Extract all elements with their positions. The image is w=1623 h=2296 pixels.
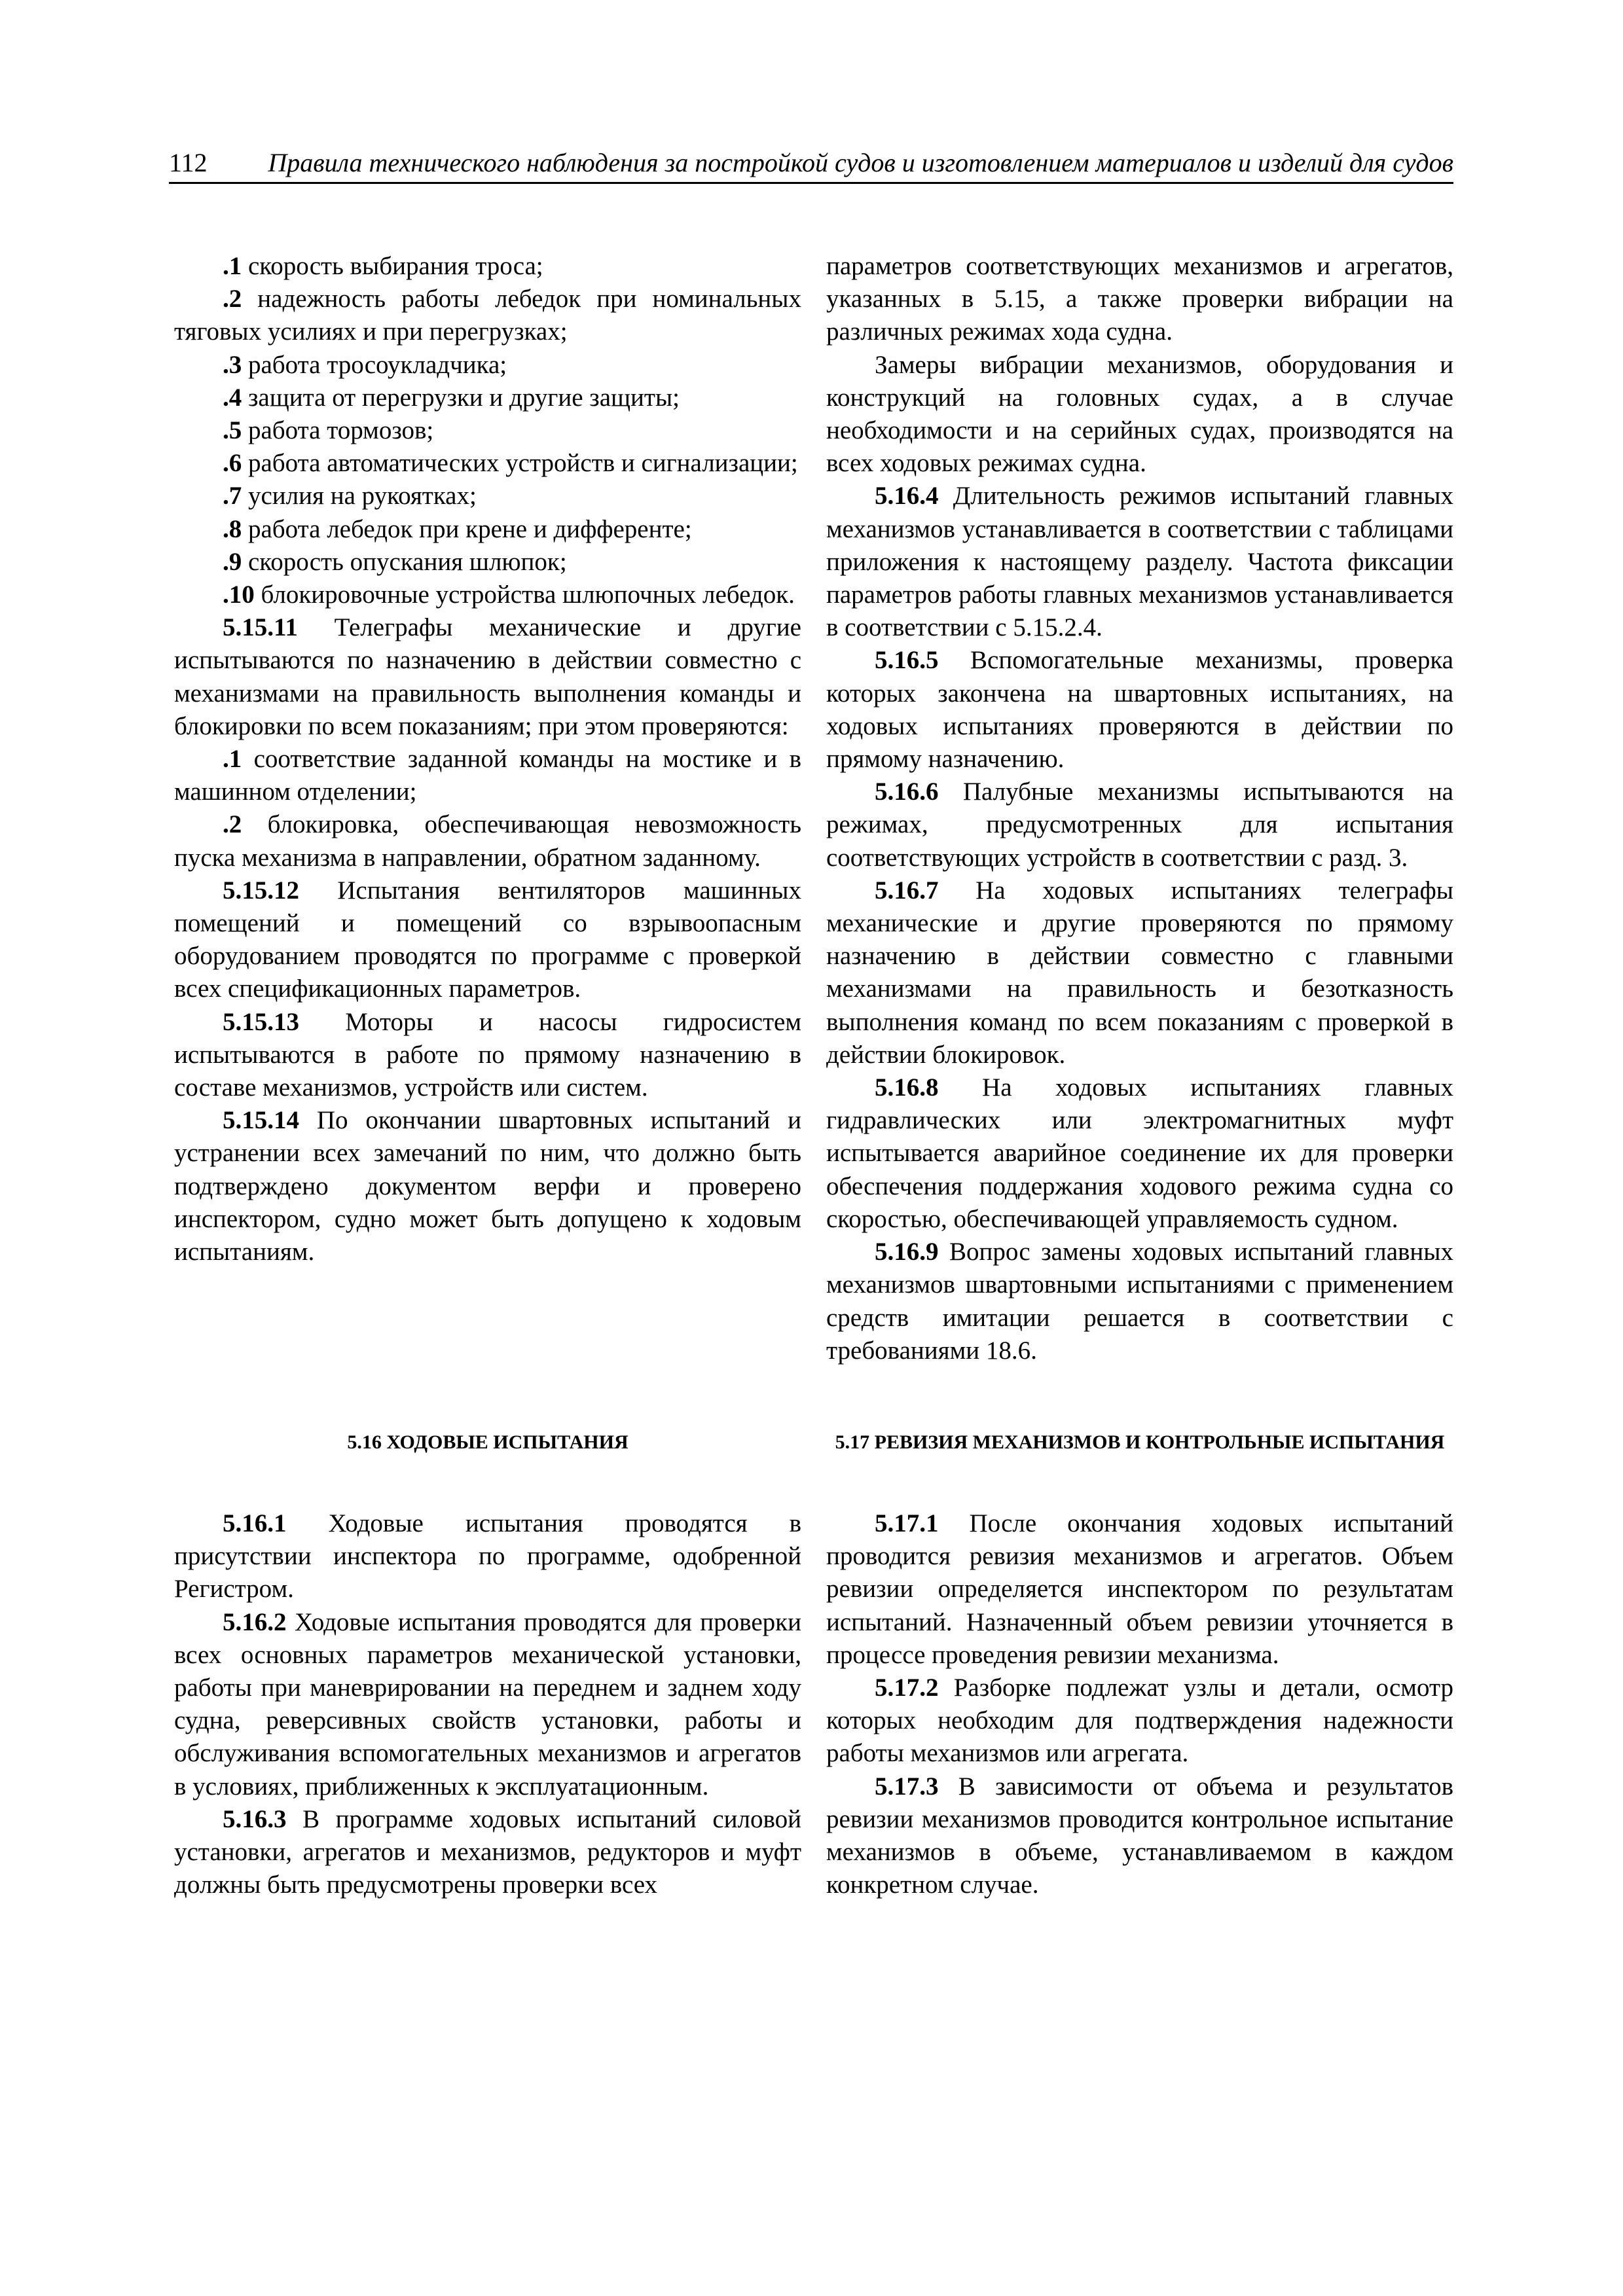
paragraph-text: После окончания ходовых испытаний проводится ревизия механизмов и агрегатов. Объем ревизии определяется инспектором по результатам испытаний. Назначенный объем ревизии уточняется в процессе проведения ревизии механизма. bbox=[826, 1509, 1453, 1669]
paragraph bbox=[826, 776, 1453, 874]
paragraph-text: Длительность режимов испытаний главных механизмов устанавливается в соответствии с таблицами приложения к настоящему разделу. Частота фиксации параметров работы главных механизмов устанавливается в соответствии с 5.15.2.4. bbox=[826, 482, 1453, 642]
paragraph-text: скорость опускания шлюпок; bbox=[242, 547, 567, 576]
paragraph bbox=[174, 546, 801, 579]
clause-number: 5.15.14 bbox=[223, 1106, 299, 1135]
clause-number: .6 bbox=[223, 449, 242, 478]
section-heading-5-16: 5.16 ХОДОВЫЕ ИСПЫТАНИЯ bbox=[347, 1431, 629, 1453]
paragraph-text: параметров соответствующих механизмов и агрегатов, указанных в 5.15, а также проверки вибрации на различных режимах хода судна. bbox=[826, 252, 1453, 346]
paragraph-text: соответствие заданной команды на мостике и в машинном отделении; bbox=[174, 745, 801, 806]
paragraph-text: защита от перегрузки и другие защиты; bbox=[242, 383, 680, 412]
paragraph-text: На ходовых испытаниях телеграфы механические и другие проверяются по прямому назначению в действии совместно с главными механизмами на правильность и безотказность выполнения команд по всем показаниям с проверкой в действии блокировок. bbox=[826, 876, 1453, 1069]
paragraph-text: усилия на рукоятках; bbox=[242, 482, 477, 511]
paragraph bbox=[174, 1006, 801, 1105]
paragraph bbox=[174, 480, 801, 512]
paragraph bbox=[826, 874, 1453, 1071]
paragraph bbox=[174, 513, 801, 546]
paragraph bbox=[174, 1606, 801, 1803]
paragraph bbox=[174, 1507, 801, 1606]
paragraph-text: Палубные механизмы испытываются на режимах, предусмотренных для испытания соответствующих устройств в соответствии с разд. 3. bbox=[826, 778, 1453, 872]
paragraph-text: На ходовых испытаниях главных гидравлических или электромагнитных муфт испытывается аварийное соединение их для проверки обеспечения поддержания ходового режима судна со скоростью, обеспечивающей управляемость судном. bbox=[826, 1073, 1453, 1233]
paragraph-text: Замеры вибрации механизмов, оборудования и конструкций на головных судах, а в случае необходимости и на серийных судах, производятся на всех ходовых режимах судна. bbox=[826, 350, 1453, 478]
paragraph-text: В зависимости от объема и результатов ревизии механизмов проводится контрольное испытание механизмов в объеме, устанавливаемом в каждом конкретном случае. bbox=[826, 1772, 1453, 1899]
paragraph-text: блокировка, обеспечивающая невозможность пуска механизма в направлении, обратном заданному. bbox=[174, 810, 801, 872]
page-number: 112 bbox=[169, 148, 208, 177]
clause-number: .8 bbox=[223, 514, 242, 543]
clause-number: .3 bbox=[223, 350, 242, 379]
column-left-bottom bbox=[174, 1507, 801, 1901]
clause-number: .10 bbox=[223, 581, 255, 609]
paragraph-text: Ходовые испытания проводятся в присутствии инспектора по программе, одобренной Регистром. bbox=[174, 1509, 801, 1604]
clause-number: .2 bbox=[223, 285, 242, 314]
clause-number: 5.16.3 bbox=[223, 1804, 287, 1833]
paragraph-text: работа тормозов; bbox=[242, 416, 434, 445]
clause-number: .7 bbox=[223, 482, 242, 511]
paragraph-text: скорость выбирания троса; bbox=[242, 252, 543, 280]
paragraph-text: блокировочные устройства шлюпочных лебедок. bbox=[254, 581, 795, 609]
paragraph bbox=[174, 1104, 801, 1268]
clause-number: 5.16.2 bbox=[223, 1607, 287, 1636]
paragraph-text: надежность работы лебедок при номинальных тяговых усилиях и при перегрузках; bbox=[174, 285, 801, 346]
clause-number: .4 bbox=[223, 383, 242, 412]
paragraph bbox=[174, 743, 801, 808]
paragraph bbox=[174, 382, 801, 414]
page-header bbox=[169, 143, 1453, 184]
paragraph bbox=[826, 1770, 1453, 1902]
paragraph bbox=[826, 1672, 1453, 1770]
clause-number: .1 bbox=[223, 252, 242, 280]
paragraph bbox=[174, 349, 801, 382]
paragraph-text: Ходовые испытания проводятся для проверки всех основных параметров механической установки, работы при маневрировании на переднем и заднем ходу судна, реверсивных свойств установки, работы и обслуживания вспомогательных механизмов и агрегатов в условиях, приближенных к эксплуатационным. bbox=[174, 1607, 801, 1801]
paragraph-text: Испытания вентиляторов машинных помещений и помещений со взрывоопасным оборудованием проводятся по программе с проверкой всех спецификационных параметров. bbox=[174, 876, 801, 1003]
paragraph bbox=[174, 414, 801, 447]
paragraph-text: В программе ходовых испытаний силовой установки, агрегатов и механизмов, редукторов и муфт должны быть предусмотрены проверки всех bbox=[174, 1804, 801, 1899]
clause-number: 5.16.8 bbox=[875, 1073, 939, 1102]
paragraph-text: работа тросоукладчика; bbox=[242, 350, 507, 379]
paragraph-text: Вопрос замены ходовых испытаний главных механизмов швартовными испытаниями с применением средств имитации решается в соответствии с требованиями 18.6. bbox=[826, 1238, 1453, 1365]
clause-number: 5.15.11 bbox=[223, 613, 298, 642]
paragraph bbox=[826, 1071, 1453, 1236]
paragraph bbox=[174, 447, 801, 480]
clause-number: 5.17.3 bbox=[875, 1772, 939, 1801]
clause-number: 5.16.7 bbox=[875, 876, 939, 905]
paragraph bbox=[826, 644, 1453, 776]
paragraph bbox=[174, 250, 801, 283]
paragraph bbox=[826, 1236, 1453, 1367]
paragraph bbox=[826, 480, 1453, 644]
column-right-top bbox=[826, 250, 1453, 1367]
clause-number: 5.17.2 bbox=[875, 1674, 939, 1702]
clause-number: 5.15.13 bbox=[223, 1007, 299, 1036]
paragraph bbox=[174, 611, 801, 743]
column-left-top bbox=[174, 250, 801, 1268]
clause-number: .9 bbox=[223, 547, 242, 576]
paragraph-text: Разборке подлежат узлы и детали, осмотр которых необходим для подтверждения надежности работы механизмов или агрегата. bbox=[826, 1674, 1453, 1768]
paragraph bbox=[826, 1507, 1453, 1672]
clause-number: 5.16.4 bbox=[875, 482, 939, 511]
clause-number: 5.16.5 bbox=[875, 646, 939, 675]
paragraph-text: По окончании швартовных испытаний и устранении всех замечаний по ним, что должно быть подтверждено документом верфи и проверено инспектором, судно может быть допущено к ходовым испытаниям. bbox=[174, 1106, 801, 1266]
clause-number: 5.16.9 bbox=[875, 1238, 939, 1266]
paragraph bbox=[174, 579, 801, 611]
paragraph bbox=[174, 283, 801, 348]
clause-number: .1 bbox=[223, 745, 242, 774]
clause-number: 5.16.6 bbox=[875, 778, 939, 806]
paragraph-text: Моторы и насосы гидросистем испытываются в работе по прямому назначению в составе механизмов, устройств или систем. bbox=[174, 1007, 801, 1102]
paragraph bbox=[174, 874, 801, 1006]
clause-number: 5.16.1 bbox=[223, 1509, 287, 1537]
paragraph bbox=[174, 808, 801, 874]
paragraph-text: работа лебедок при крене и дифференте; bbox=[242, 514, 692, 543]
paragraph bbox=[826, 250, 1453, 349]
clause-number: .2 bbox=[223, 810, 242, 839]
paragraph-text: Телеграфы механические и другие испытываются по назначению в действии совместно с механизмами на правильность выполнения команды и блокировки по всем показаниям; при этом проверяются: bbox=[174, 613, 801, 740]
section-heading-5-17: 5.17 РЕВИЗИЯ МЕХАНИЗМОВ И КОНТРОЛЬНЫЕ ИСПЫТАНИЯ bbox=[835, 1431, 1445, 1453]
paragraph bbox=[174, 1803, 801, 1902]
running-title: Правила технического наблюдения за постройкой судов и изготовлением материалов и изделий для судов bbox=[268, 148, 1453, 177]
column-right-bottom bbox=[826, 1507, 1453, 1901]
clause-number: .5 bbox=[223, 416, 242, 445]
clause-number: 5.15.12 bbox=[223, 876, 299, 905]
paragraph-text: Вспомогательные механизмы, проверка которых закончена на швартовных испытаниях, на ходовых испытаниях проверяются в действии по прямому назначению. bbox=[826, 646, 1453, 774]
paragraph bbox=[826, 349, 1453, 480]
clause-number: 5.17.1 bbox=[875, 1509, 939, 1537]
paragraph-text: работа автоматических устройств и сигнализации; bbox=[242, 449, 798, 478]
